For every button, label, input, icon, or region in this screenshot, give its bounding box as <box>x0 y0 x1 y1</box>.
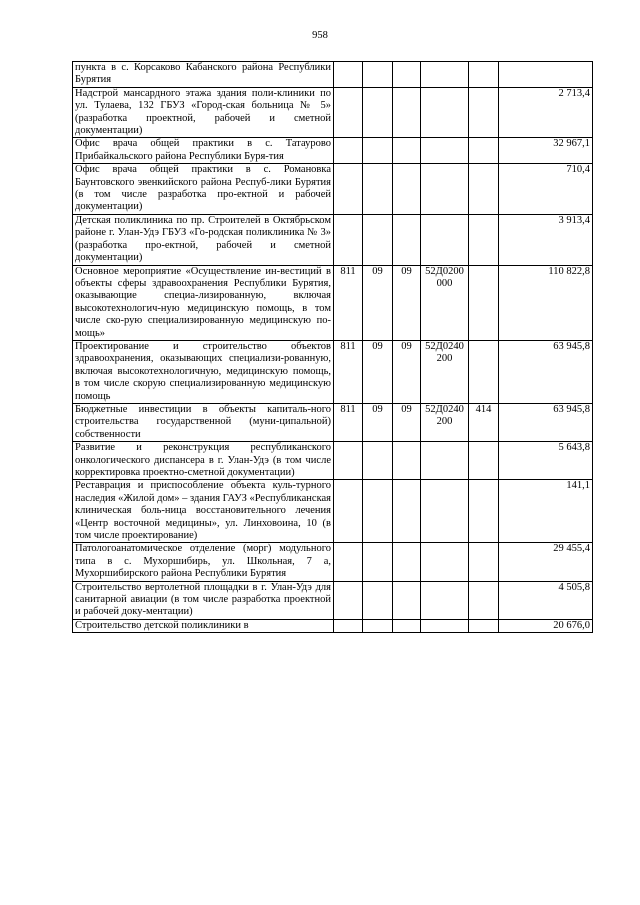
row-expense-type-cell <box>469 619 499 632</box>
row-target-article-cell <box>421 164 469 215</box>
row-section-code-cell: 09 <box>363 265 393 340</box>
row-expense-type-cell <box>469 581 499 619</box>
row-amount-cell: 710,4 <box>499 164 593 215</box>
row-subsection-code-cell <box>393 480 421 543</box>
row-target-article-cell: 52Д0240 200 <box>421 340 469 403</box>
row-admin-code-cell <box>334 442 363 480</box>
row-admin-code-cell <box>334 581 363 619</box>
row-subsection-code-cell: 09 <box>393 265 421 340</box>
row-subsection-code-cell <box>393 543 421 581</box>
row-admin-code-cell: 811 <box>334 265 363 340</box>
row-name-cell: Строительство вертолетной площадки в г. Улан-Удэ для санитарной авиации (в том числе разработка проектной и рабочей доку-ментации) <box>73 581 334 619</box>
row-target-article-cell: 52Д0240 200 <box>421 403 469 441</box>
row-admin-code-cell <box>334 543 363 581</box>
row-amount-cell: 20 676,0 <box>499 619 593 632</box>
row-admin-code-cell <box>334 164 363 215</box>
row-expense-type-cell <box>469 87 499 138</box>
row-name-cell: Патологоанатомическое отделение (морг) модульного типа в с. Мухоршибирь, ул. Школьная, 7 а, Мухоршибирского района Республики Бурятия <box>73 543 334 581</box>
row-target-article-cell <box>421 480 469 543</box>
row-subsection-code-cell <box>393 87 421 138</box>
row-target-article-cell <box>421 138 469 164</box>
row-admin-code-cell <box>334 87 363 138</box>
row-target-article-cell <box>421 619 469 632</box>
row-admin-code-cell <box>334 214 363 265</box>
row-name-cell: Детская поликлиника по пр. Строителей в Октябрьском районе г. Улан-Удэ ГБУЗ «Го-родская поликлиника № 3» (разработка про-ектной, рабочей и сметной документации) <box>73 214 334 265</box>
row-amount-cell: 3 913,4 <box>499 214 593 265</box>
row-name-cell: Проектирование и строительство объектов здравоохранения, оказывающих специализи-рованную, включая высокотехнологичную, медицинскую помощь, в том числе скорую специализированную медицинскую помощь <box>73 340 334 403</box>
table-row <box>73 442 593 480</box>
row-name-cell: Офис врача общей практики в с. Романовка Баунтовского эвенкийского района Респуб-лики Бурятия (в том числе разработка про-ектной и рабочей документации) <box>73 164 334 215</box>
row-section-code-cell <box>363 138 393 164</box>
row-expense-type-cell <box>469 480 499 543</box>
row-amount-cell: 63 945,8 <box>499 340 593 403</box>
row-name-cell: Реставрация и приспособление объекта куль-турного наследия «Жилой дом» – здания ГАУЗ «Республиканская клиническая боль-ница восстановительного лечения «Центр восточной медицины», ул. Линховоина, 10 (в том числе проектирование) <box>73 480 334 543</box>
row-section-code-cell <box>363 214 393 265</box>
table-row <box>73 62 593 88</box>
row-admin-code-cell <box>334 619 363 632</box>
row-amount-cell: 32 967,1 <box>499 138 593 164</box>
row-subsection-code-cell <box>393 62 421 88</box>
row-amount-cell: 4 505,8 <box>499 581 593 619</box>
row-section-code-cell: 09 <box>363 403 393 441</box>
row-target-article-cell <box>421 214 469 265</box>
table-row <box>73 403 593 441</box>
row-name-cell: Надстрой мансардного этажа здания поли-клиники по ул. Тулаева, 132 ГБУЗ «Город-ская больница № 5» (разработка проектной, рабочей и сметной документации) <box>73 87 334 138</box>
row-expense-type-cell <box>469 265 499 340</box>
row-section-code-cell <box>363 581 393 619</box>
row-expense-type-cell <box>469 442 499 480</box>
row-target-article-cell <box>421 62 469 88</box>
row-subsection-code-cell <box>393 581 421 619</box>
row-amount-cell: 5 643,8 <box>499 442 593 480</box>
table-row <box>73 87 593 138</box>
row-subsection-code-cell <box>393 619 421 632</box>
row-target-article-cell <box>421 442 469 480</box>
budget-table <box>72 61 593 633</box>
row-subsection-code-cell <box>393 214 421 265</box>
row-section-code-cell <box>363 480 393 543</box>
row-target-article-cell <box>421 87 469 138</box>
table-row <box>73 480 593 543</box>
table-row <box>73 340 593 403</box>
row-section-code-cell <box>363 543 393 581</box>
row-admin-code-cell <box>334 138 363 164</box>
row-subsection-code-cell: 09 <box>393 403 421 441</box>
row-target-article-cell: 52Д0200 000 <box>421 265 469 340</box>
table-row <box>73 138 593 164</box>
row-name-cell: Основное мероприятие «Осуществление ин-вестиций в объекты сферы здравоохранения Республики Бурятия, оказывающие специа-лизированную, включая высокотехнологич-ную медицинскую помощь, в том числе ско-рую специализированную медицинскую по-мощь» <box>73 265 334 340</box>
table-row <box>73 164 593 215</box>
row-name-cell: Бюджетные инвестиции в объекты капиталь-ного строительства государственной (муни-ципальной) собственности <box>73 403 334 441</box>
row-expense-type-cell <box>469 543 499 581</box>
row-section-code-cell <box>363 87 393 138</box>
row-subsection-code-cell: 09 <box>393 340 421 403</box>
row-section-code-cell <box>363 619 393 632</box>
table-row <box>73 214 593 265</box>
row-section-code-cell <box>363 62 393 88</box>
row-amount-cell <box>499 62 593 88</box>
row-expense-type-cell <box>469 214 499 265</box>
row-name-cell: Офис врача общей практики в с. Татаурово Прибайкальского района Республики Буря-тия <box>73 138 334 164</box>
table-row <box>73 581 593 619</box>
row-expense-type-cell <box>469 164 499 215</box>
row-section-code-cell <box>363 164 393 215</box>
row-target-article-cell <box>421 543 469 581</box>
row-amount-cell: 141,1 <box>499 480 593 543</box>
row-admin-code-cell: 811 <box>334 403 363 441</box>
row-section-code-cell <box>363 442 393 480</box>
row-subsection-code-cell <box>393 138 421 164</box>
table-row <box>73 619 593 632</box>
row-name-cell: пункта в с. Корсаково Кабанского района Республики Бурятия <box>73 62 334 88</box>
table-row <box>73 265 593 340</box>
row-amount-cell: 2 713,4 <box>499 87 593 138</box>
row-expense-type-cell: 414 <box>469 403 499 441</box>
row-section-code-cell: 09 <box>363 340 393 403</box>
row-subsection-code-cell <box>393 442 421 480</box>
row-name-cell: Развитие и реконструкция республиканского онкологического диспансера в г. Улан-Удэ (в том числе корректировка проектно-сметной документации) <box>73 442 334 480</box>
table-row <box>73 543 593 581</box>
row-admin-code-cell: 811 <box>334 340 363 403</box>
budget-table-body <box>73 62 593 633</box>
row-admin-code-cell <box>334 62 363 88</box>
row-expense-type-cell <box>469 62 499 88</box>
row-target-article-cell <box>421 581 469 619</box>
row-amount-cell: 29 455,4 <box>499 543 593 581</box>
row-admin-code-cell <box>334 480 363 543</box>
row-expense-type-cell <box>469 340 499 403</box>
row-expense-type-cell <box>469 138 499 164</box>
page-number: 958 <box>312 30 328 41</box>
row-name-cell: Строительство детской поликлиники в <box>73 619 334 632</box>
row-subsection-code-cell <box>393 164 421 215</box>
row-amount-cell: 110 822,8 <box>499 265 593 340</box>
row-amount-cell: 63 945,8 <box>499 403 593 441</box>
